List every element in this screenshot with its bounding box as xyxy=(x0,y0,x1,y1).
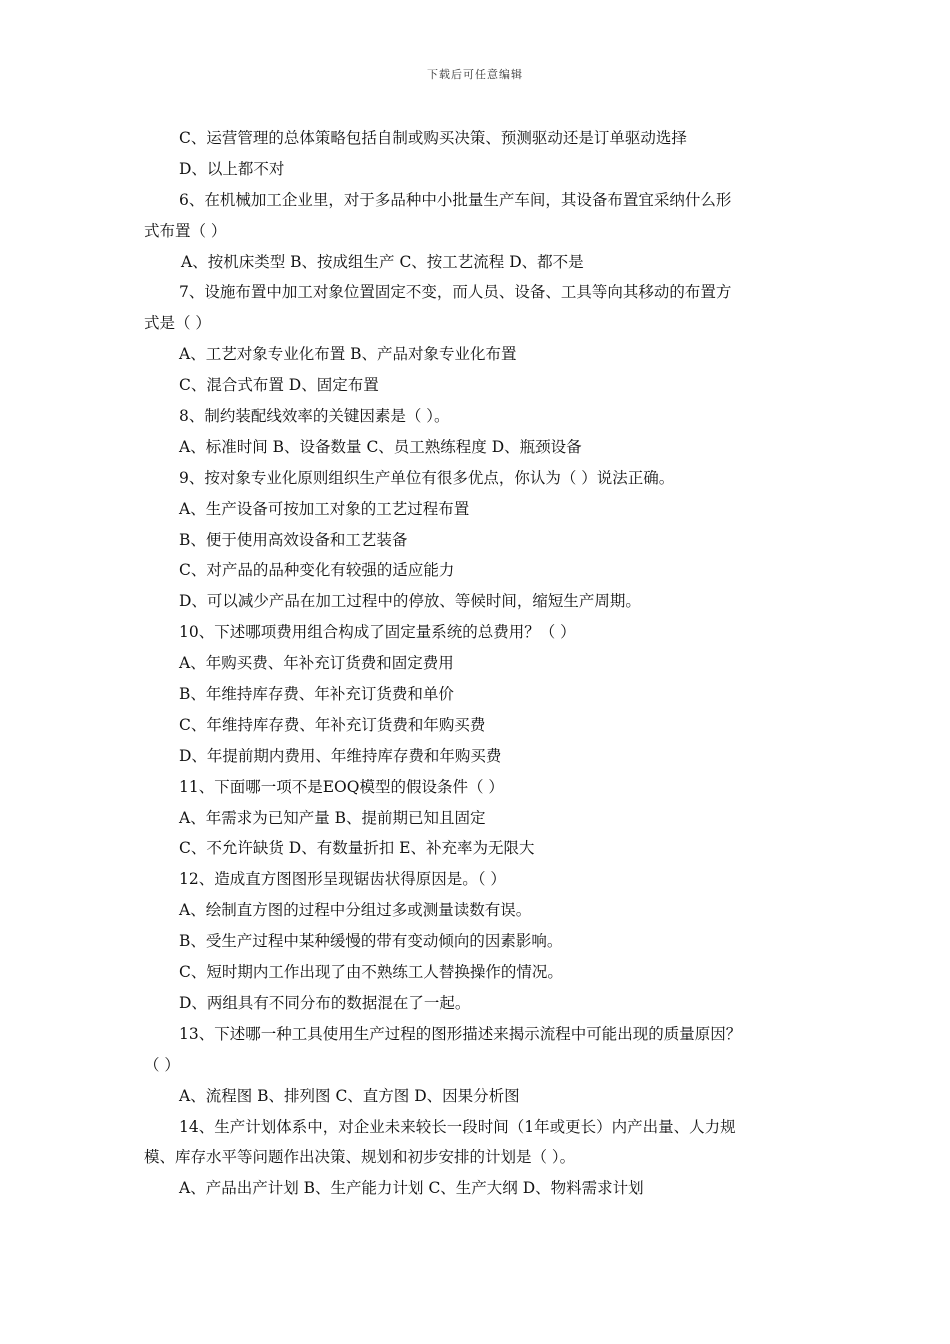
text-line: B、受生产过程中某种缓慢的带有变动倾向的因素影响。 xyxy=(179,932,563,951)
text-line: A、流程图 B、排列图 C、直方图 D、因果分析图 xyxy=(179,1086,520,1105)
text-line: 8、制约装配线效率的关键因素是（ ）。 xyxy=(179,407,450,426)
text-line: D、两组具有不同分布的数据混在了一起。 xyxy=(179,993,471,1012)
text-line: 12、造成直方图图形呈现锯齿状得原因是。（ ） xyxy=(179,870,506,889)
text-line: 式布置（ ） xyxy=(144,221,227,240)
text-line: B、年维持库存费、年补充订货费和单价 xyxy=(179,685,454,704)
text-line: 10、下述哪项费用组合构成了固定量系统的总费用？（ ） xyxy=(179,623,576,642)
text-line: C、不允许缺货 D、有数量折扣 E、补充率为无限大 xyxy=(179,839,535,858)
text-line: A、按机床类型 B、按成组生产 C、按工艺流程 D、都不是 xyxy=(181,252,584,271)
text-line: 6、在机械加工企业里，对于多品种中小批量生产车间，其设备布置宜采纳什么形 xyxy=(179,190,732,209)
text-line: 式是（ ） xyxy=(144,314,211,333)
text-line: 7、设施布置中加工对象位置固定不变，而人员、设备、工具等向其移动的布置方 xyxy=(179,283,732,302)
text-line: A、绘制直方图的过程中分组过多或测量读数有误。 xyxy=(179,901,532,920)
text-line: C、运营管理的总体策略包括自制或购买决策、预测驱动还是订单驱动选择 xyxy=(179,129,687,147)
text-line: 9、按对象专业化原则组织生产单位有很多优点，你认为（ ）说法正确。 xyxy=(179,468,675,487)
text-line: D、以上都不对 xyxy=(179,159,285,178)
page-header: 下载后可任意编辑 xyxy=(427,68,523,81)
text-line: D、年提前期内费用、年维持库存费和年购买费 xyxy=(179,746,502,765)
text-line: A、年需求为已知产量 B、提前期已知且固定 xyxy=(179,808,486,827)
text-line: 模、库存水平等问题作出决策、规划和初步安排的计划是（ ）。 xyxy=(144,1148,576,1167)
text-line: A、产品出产计划 B、生产能力计划 C、生产大纲 D、物料需求计划 xyxy=(179,1179,644,1198)
text-line: C、混合式布置 D、固定布置 xyxy=(179,376,379,395)
text-line: A、标准时间 B、设备数量 C、员工熟练程度 D、瓶颈设备 xyxy=(179,437,582,456)
text-line: 13、下述哪一种工具使用生产过程的图形描述来揭示流程中可能出现的质量原因？ xyxy=(179,1024,742,1043)
text-line: C、对产品的品种变化有较强的适应能力 xyxy=(179,561,455,580)
document-body xyxy=(144,123,809,1204)
text-line: D、可以减少产品在加工过程中的停放、等候时间，缩短生产周期。 xyxy=(179,592,641,611)
text-line: 14、生产计划体系中，对企业未来较长一段时间（1年或更长）内产出量、人力规 xyxy=(179,1117,736,1136)
text-line: A、年购买费、年补充订货费和固定费用 xyxy=(179,654,454,673)
text-line: （ ） xyxy=(144,1055,180,1074)
text-line: A、工艺对象专业化布置 B、产品对象专业化布置 xyxy=(179,345,517,364)
text-line: A、生产设备可按加工对象的工艺过程布置 xyxy=(179,499,470,518)
text-line: B、便于使用高效设备和工艺装备 xyxy=(179,530,408,549)
text-line: 11、下面哪一项不是EOQ模型的假设条件（ ） xyxy=(179,777,504,796)
text-line: C、年维持库存费、年补充订货费和年购买费 xyxy=(179,715,486,734)
text-line: C、短时期内工作出现了由不熟练工人替换操作的情况。 xyxy=(179,963,563,982)
